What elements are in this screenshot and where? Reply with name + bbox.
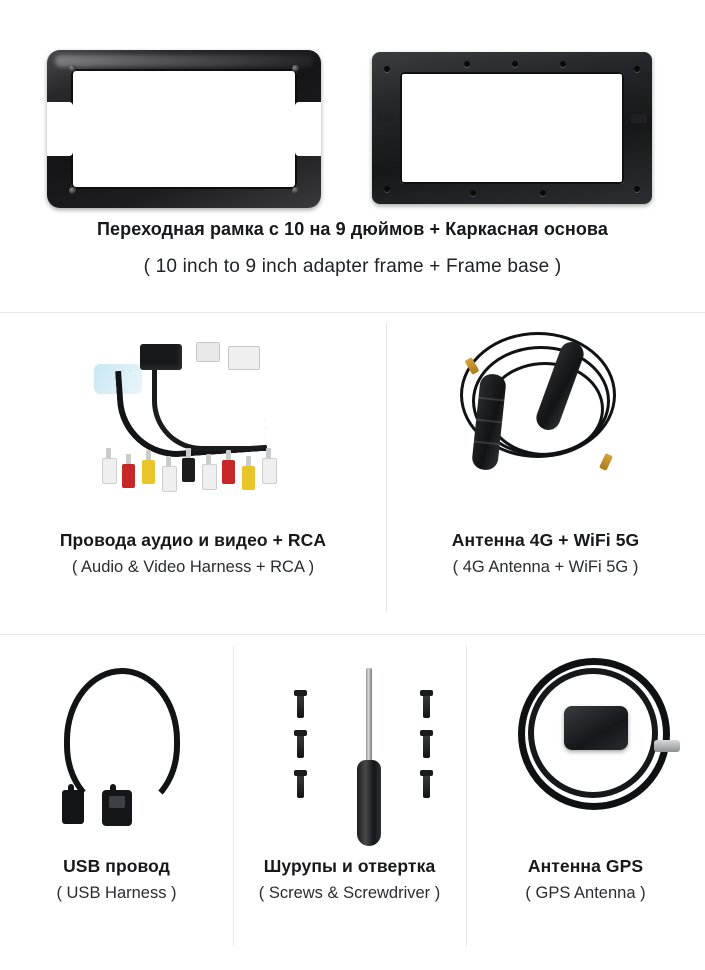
usb-harness-title-en: ( USB Harness ) <box>56 883 177 902</box>
gloss-highlight <box>55 55 313 67</box>
screw-icon <box>423 694 430 718</box>
gps-antenna-title-ru: Антенна GPS <box>527 856 644 876</box>
gps-connector <box>654 740 680 752</box>
frame-notch-left <box>47 102 73 156</box>
frame-notch-right <box>295 102 321 156</box>
caption-audio-video-harness <box>0 530 386 578</box>
caption-adapter-frame-set <box>0 218 705 279</box>
screws-screwdriver-title-en: ( Screws & Screwdriver ) <box>258 883 441 902</box>
frame-tab <box>377 114 393 123</box>
screws-screwdriver-title-ru: Шурупы и отвертка <box>263 856 436 876</box>
item-gps-antenna <box>466 634 705 970</box>
rca-connector-white <box>202 454 215 488</box>
mount-hole-icon <box>560 61 566 67</box>
item-4g-wifi-antenna <box>386 312 705 634</box>
frame-tab <box>631 114 647 123</box>
screw-hole-icon <box>69 187 76 194</box>
screw-icon <box>297 734 304 758</box>
usb-connector-male <box>62 790 84 824</box>
gps-antenna-title-en: ( GPS Antenna ) <box>525 883 646 902</box>
mount-hole-icon <box>634 66 640 72</box>
matte-frame-base-image <box>372 52 652 204</box>
screw-hole-icon <box>292 187 299 194</box>
4g-wifi-antenna-image <box>452 326 672 516</box>
rca-connector-white <box>262 448 275 482</box>
screw-icon <box>423 734 430 758</box>
glossy-adapter-frame-image <box>47 50 321 208</box>
caption-gps-antenna <box>466 856 705 904</box>
item-screws-screwdriver <box>233 634 466 970</box>
section-frames <box>0 0 705 300</box>
sma-connector <box>599 453 613 471</box>
caption-4g-wifi-antenna <box>386 530 705 578</box>
usb-cable-image <box>50 664 200 844</box>
frames-image-row <box>0 24 705 194</box>
audio-video-harness-title-en: ( Audio & Video Harness + RCA ) <box>71 557 315 576</box>
antenna-4g-title-en: ( 4G Antenna + WiFi 5G ) <box>452 557 639 576</box>
adapter-frame-title-en: ( 10 inch to 9 inch adapter frame + Frame base ) <box>143 255 562 277</box>
gps-receiver-puck <box>564 706 628 750</box>
rca-connector-red <box>122 454 135 488</box>
mount-hole-icon <box>540 190 546 196</box>
section-accessories <box>0 634 705 970</box>
screwdriver-icon <box>347 668 391 844</box>
gps-antenna-image <box>512 652 702 842</box>
rca-connector-yellow <box>142 450 155 484</box>
rca-connector-white <box>102 448 115 482</box>
wiring-harness-image <box>78 340 338 520</box>
mount-hole-icon <box>384 186 390 192</box>
screw-hole-icon <box>69 65 76 72</box>
mount-hole-icon <box>470 190 476 196</box>
mount-hole-icon <box>464 61 470 67</box>
mount-hole-icon <box>384 66 390 72</box>
screw-icon <box>423 774 430 798</box>
audio-video-harness-title-ru: Провода аудио и видео + RCA <box>59 530 327 550</box>
rca-connector-red <box>222 450 235 484</box>
screw-icon <box>297 694 304 718</box>
mount-hole-icon <box>634 186 640 192</box>
caption-usb-harness <box>0 856 233 904</box>
screwdriver-handle <box>357 760 381 846</box>
cable-bundle <box>152 370 267 451</box>
antenna-4g-title-ru: Антенна 4G + WiFi 5G <box>451 530 640 550</box>
item-audio-video-harness <box>0 312 386 634</box>
screw-icon <box>297 774 304 798</box>
screw-hole-icon <box>292 65 299 72</box>
usb-harness-title-ru: USB провод <box>63 856 170 876</box>
rca-connector-white <box>162 456 175 490</box>
adapter-frame-title-ru: Переходная рамка с 10 на 9 дюймов + Каркасная основа <box>97 219 608 239</box>
screwdriver-shaft <box>366 668 372 764</box>
white-connector-plug <box>196 342 220 362</box>
mount-hole-icon <box>512 61 518 67</box>
rca-connector-black <box>182 448 195 482</box>
caption-screws-screwdriver <box>233 856 466 904</box>
section-harness-antenna <box>0 312 705 634</box>
item-usb-harness <box>0 634 233 970</box>
screws-screwdriver-image <box>275 660 465 850</box>
usb-connector-female <box>102 790 132 826</box>
rca-connector-yellow <box>242 456 255 490</box>
